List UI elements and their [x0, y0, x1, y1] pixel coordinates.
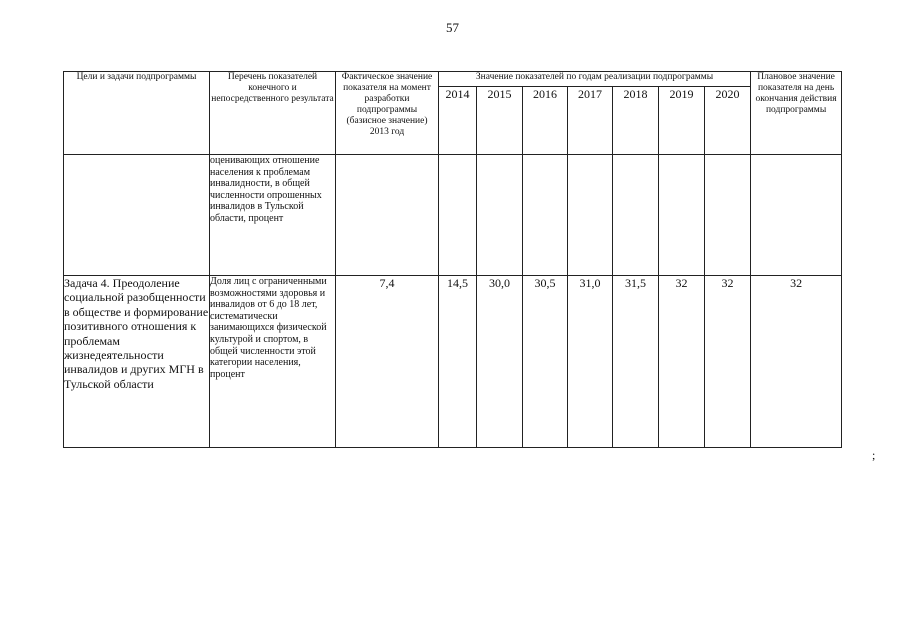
row-value-2019: 32 [659, 276, 705, 448]
row-indicator: Доля лиц с ограниченными возможностями здоровья и инвалидов от 6 до 18 лет, систематически занимающихся физической культурой и спортом, в общей численности этой категории населения, процент [210, 276, 336, 448]
row-actual-value [336, 155, 439, 276]
row-value-2017: 31,0 [568, 276, 613, 448]
row-actual-value: 7,4 [336, 276, 439, 448]
header-actual-value: Фактическое значение показателя на момент разработки подпрограммы (базисное значение) 2013 год [336, 72, 439, 155]
row-value-2018 [613, 155, 659, 276]
header-year-2020: 2020 [705, 87, 751, 155]
row-value-2019 [659, 155, 705, 276]
row-planned-value: 32 [751, 276, 842, 448]
row-value-2015 [477, 155, 523, 276]
row-value-2014: 14,5 [439, 276, 477, 448]
row-indicator: оценивающих отношение населения к проблемам инвалидности, в общей численности опрошенных инвалидов в Тульской области, процент [210, 155, 336, 276]
header-planned-value: Плановое значение показателя на день окончания действия подпрограммы [751, 72, 842, 155]
header-year-2016: 2016 [523, 87, 568, 155]
header-values-by-year: Значение показателей по годам реализации подпрограммы [439, 72, 751, 87]
row-goal [64, 155, 210, 276]
header-year-2018: 2018 [613, 87, 659, 155]
row-value-2020: 32 [705, 276, 751, 448]
header-year-2017: 2017 [568, 87, 613, 155]
row-value-2016: 30,5 [523, 276, 568, 448]
header-year-2015: 2015 [477, 87, 523, 155]
table-row [64, 276, 842, 448]
row-value-2018: 31,5 [613, 276, 659, 448]
page-number: 57 [446, 20, 459, 35]
header-row-top [64, 72, 842, 87]
row-goal: Задача 4. Преодоление социальной разобщенности в обществе и формирование позитивного отношения к проблемам жизнедеятельности инвалидов и других МГН в Тульской области [64, 276, 210, 448]
header-year-2014: 2014 [439, 87, 477, 155]
indicators-table [63, 71, 842, 448]
header-year-2019: 2019 [659, 87, 705, 155]
row-value-2015: 30,0 [477, 276, 523, 448]
row-planned-value [751, 155, 842, 276]
table-row [64, 155, 842, 276]
header-goals: Цели и задачи подпрограммы [64, 72, 210, 155]
row-value-2017 [568, 155, 613, 276]
header-indicators: Перечень показателей конечного и непосредственного результата [210, 72, 336, 155]
trailing-semicolon: ; [872, 448, 876, 462]
row-value-2014 [439, 155, 477, 276]
row-value-2016 [523, 155, 568, 276]
row-value-2020 [705, 155, 751, 276]
